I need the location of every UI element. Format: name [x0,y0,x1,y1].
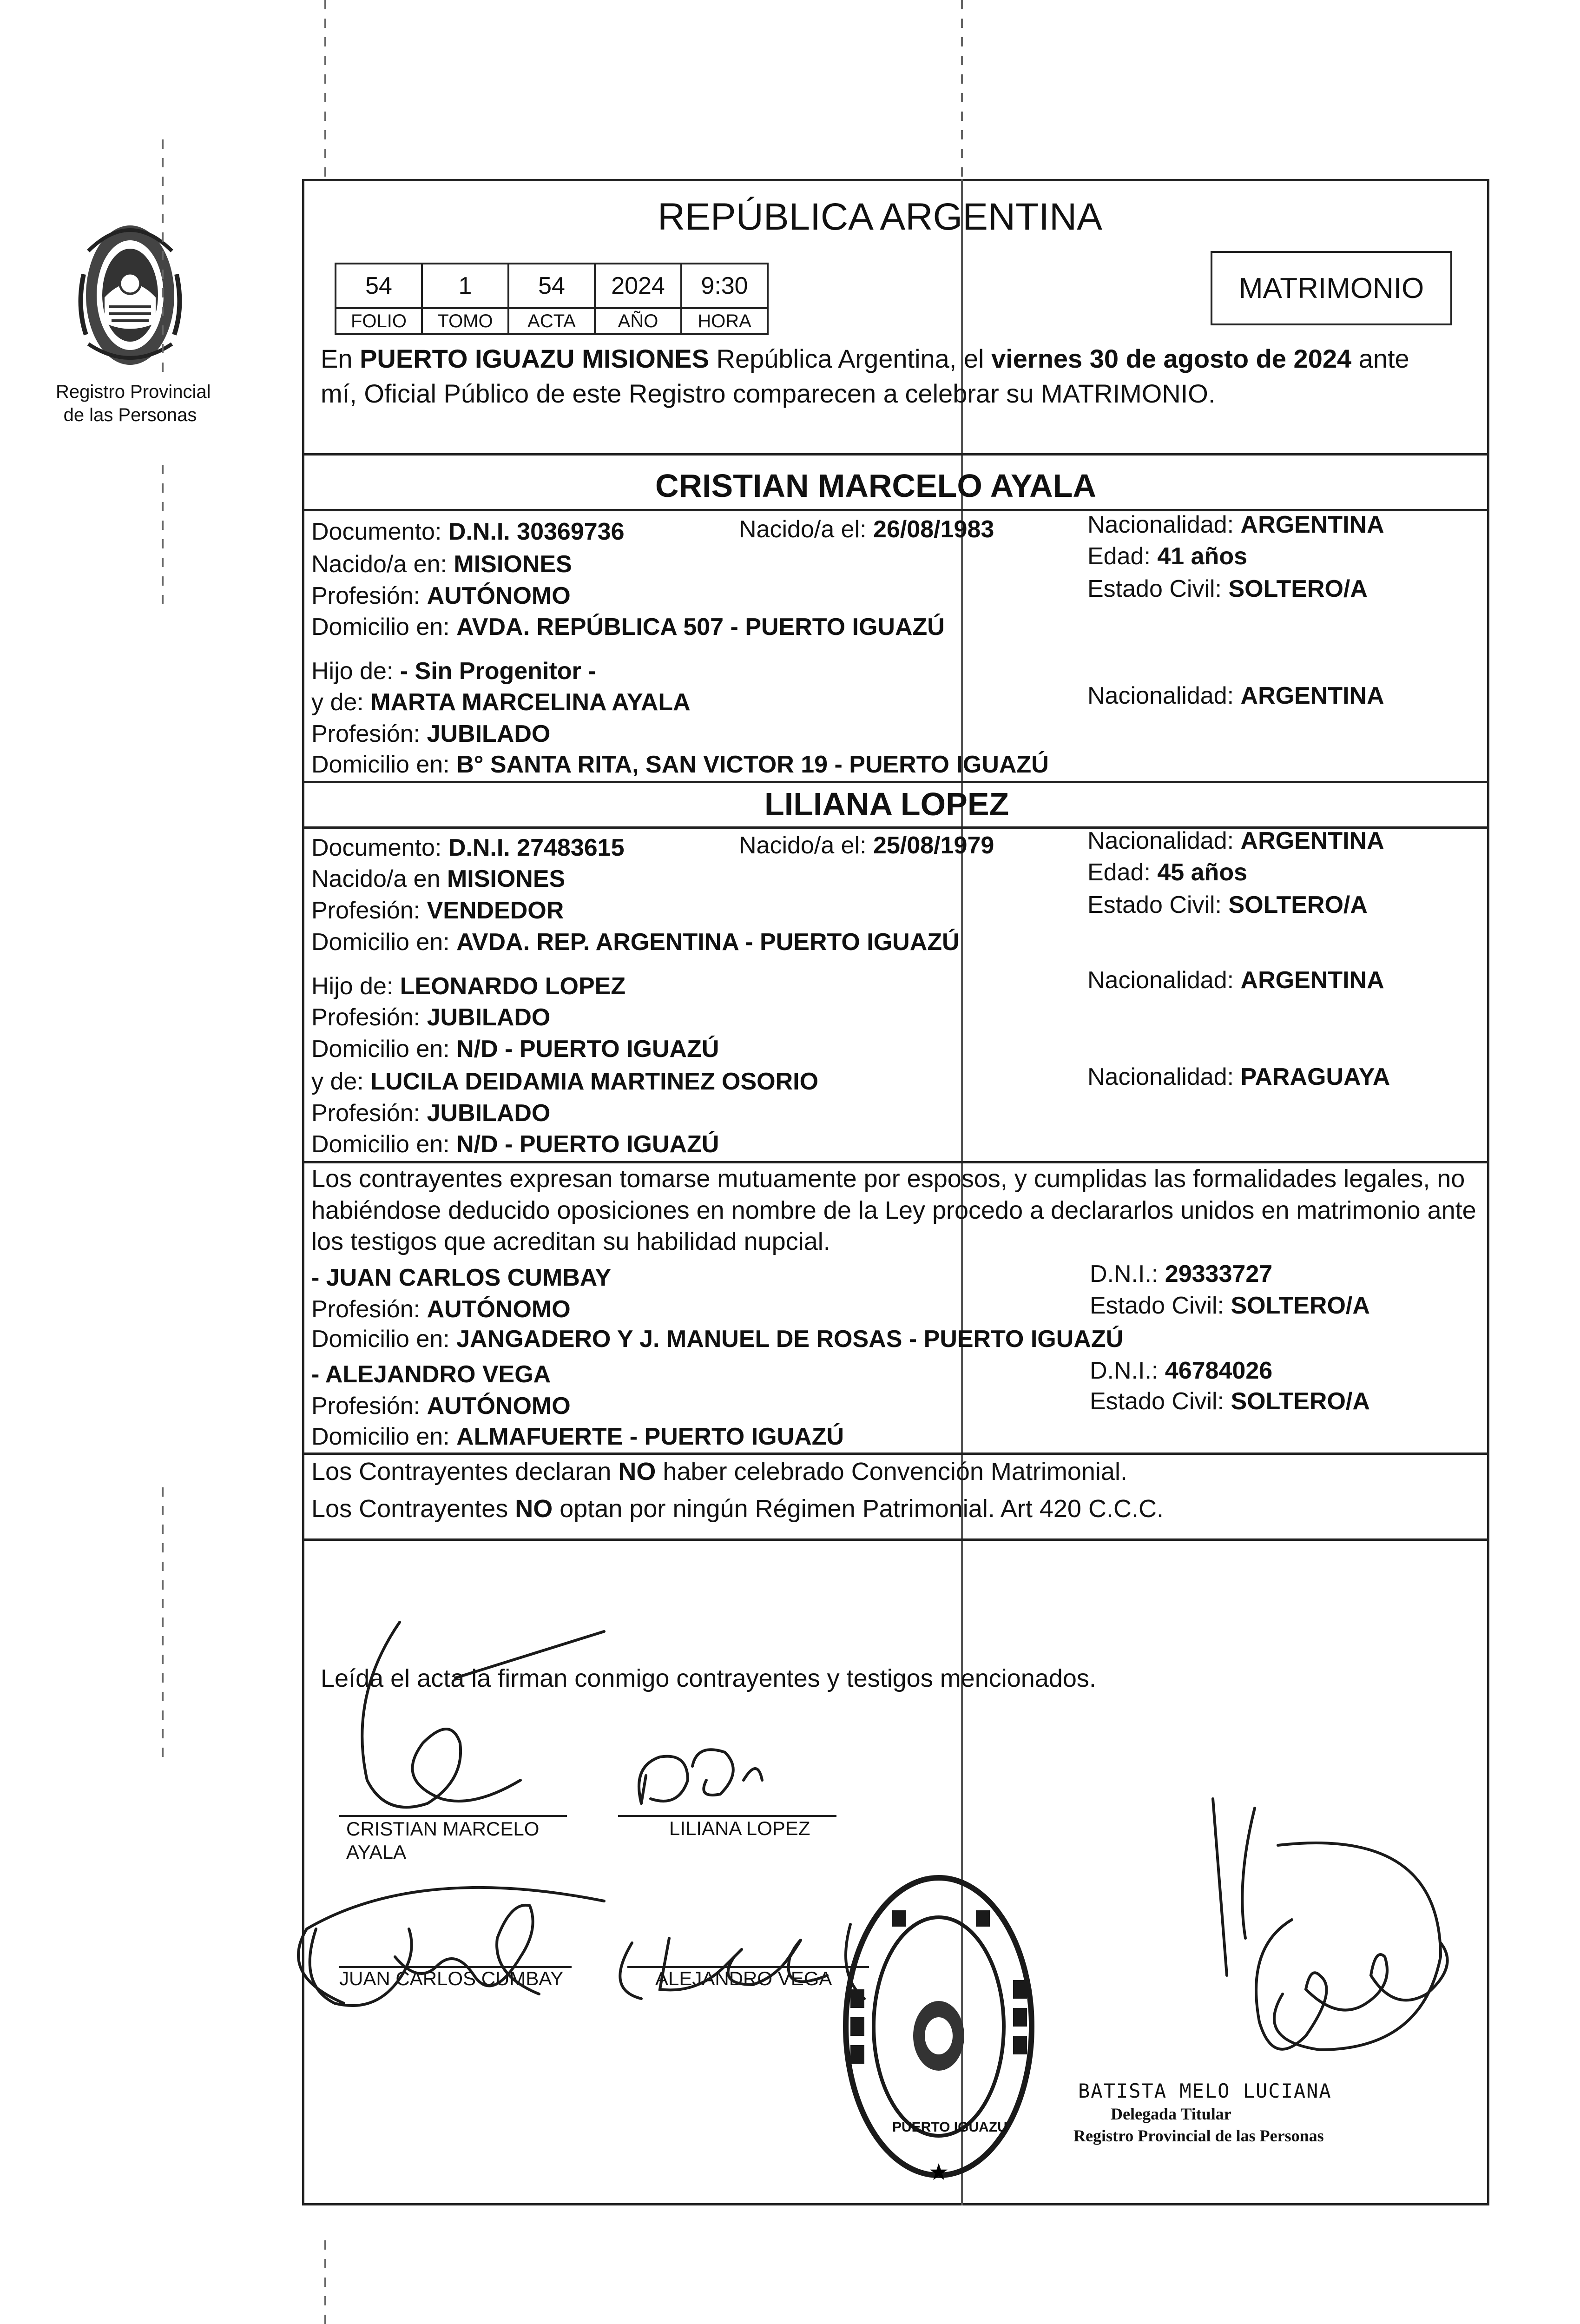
spouse2-name: LILIANA LOPEZ [764,786,1009,822]
spouse2-father: Hijo de: LEONARDO LOPEZ [311,973,626,1000]
spouse1-name: CRISTIAN MARCELO AYALA [655,468,1096,504]
svg-text:★: ★ [928,2159,949,2185]
witness2-civil-status: Estado Civil: SOLTERO/A [1090,1388,1370,1415]
divider [302,1452,1489,1455]
spouse2-mother-address: Domicilio en: N/D - PUERTO IGUAZÚ [311,1131,719,1158]
spouse2-father-nationality: Nacionalidad: ARGENTINA [1087,967,1384,994]
spouse1-document: Documento: D.N.I. 30369736 [311,518,625,545]
scan-mark [162,1487,164,1766]
scan-mark [324,2240,326,2324]
spouse1-nationality: Nacionalidad: ARGENTINA [1087,511,1384,538]
spouse2-birthdate: Nacido/a el: 25/08/1979 [739,832,994,859]
intro-line-2: mí, Oficial Público de este Registro comparecen a celebrar su MATRIMONIO. [321,379,1216,408]
scan-mark [324,0,326,177]
closing-statement: Leída el acta la firman conmigo contrayentes y testigos mencionados. [321,1664,1096,1692]
divider [302,453,1489,456]
registry-name-line1: Registro Provincial [56,382,211,402]
sidebar [56,214,211,437]
spouse1-civil-status: Estado Civil: SOLTERO/A [1087,575,1368,602]
signature-label-spouse2: LILIANA LOPEZ [669,1817,810,1839]
misiones-seal-icon [70,214,191,390]
tomo-caption: TOMO [421,307,509,335]
acta-caption: ACTA [507,307,596,335]
witness1-civil-status: Estado Civil: SOLTERO/A [1090,1292,1370,1319]
signature-label-witness2: ALEJANDRO VEGA [655,1967,832,1989]
spouse1-mother-address: Domicilio en: B° SANTA RITA, SAN VICTOR 19 - PUERTO IGUAZÚ [311,751,1049,778]
witness1-dni: D.N.I.: 29333727 [1090,1261,1273,1287]
spouse2-mother: y de: LUCILA DEIDAMIA MARTINEZ OSORIO [311,1068,819,1095]
tomo-value: 1 [421,263,509,309]
witness2-profession: Profesión: AUTÓNOMO [311,1393,571,1419]
spouse1-profession: Profesión: AUTÓNOMO [311,582,571,609]
spouse1-age: Edad: 41 años [1087,543,1247,570]
witness2-address: Domicilio en: ALMAFUERTE - PUERTO IGUAZÚ [311,1423,844,1450]
divider [302,1538,1489,1541]
convention-line-1: Los Contrayentes declaran NO haber celebrado Convención Matrimonial. [311,1458,1127,1486]
declaration-line-3: los testigos que acreditan su habilidad nupcial. [311,1228,830,1255]
registry-name-line2: de las Personas [63,405,197,425]
signature-label-spouse1: CRISTIAN MARCELO AYALA [346,1818,540,1863]
stamp-bottom-text: PUERTO IGUAZU [892,2119,1007,2135]
spouse2-age: Edad: 45 años [1087,859,1247,886]
scan-mark [162,139,164,372]
spouse2-mother-profession: Profesión: JUBILADO [311,1100,551,1127]
officer-organization: Registro Provincial de las Personas [1073,2126,1324,2145]
witness1-name: - JUAN CARLOS CUMBAY [311,1264,612,1291]
witness1-profession: Profesión: AUTÓNOMO [311,1296,571,1323]
spouse1-mother-profession: Profesión: JUBILADO [311,720,551,747]
spouse2-nationality: Nacionalidad: ARGENTINA [1087,827,1384,854]
spouse1-birthdate: Nacido/a el: 26/08/1983 [739,516,994,543]
spouse2-civil-status: Estado Civil: SOLTERO/A [1087,891,1368,918]
spouse1-mother-nationality: Nacionalidad: ARGENTINA [1087,682,1384,709]
spouse2-profession: Profesión: VENDEDOR [311,897,564,924]
ano-caption: AÑO [594,307,682,335]
spouse1-mother: y de: MARTA MARCELINA AYALA [311,689,691,716]
spouse2-address: Domicilio en: AVDA. REP. ARGENTINA - PUERTO IGUAZÚ [311,929,960,956]
divider [302,1161,1489,1163]
scan-mark [162,465,164,604]
country-title: REPÚBLICA ARGENTINA [658,196,1102,238]
official-stamp [836,1868,1041,2194]
scan-mark [961,0,963,177]
folio-caption: FOLIO [335,307,423,335]
witness2-name: - ALEJANDRO VEGA [311,1361,551,1388]
witness2-dni: D.N.I.: 46784026 [1090,1357,1273,1384]
acta-value: 54 [507,263,596,309]
hora-caption: HORA [680,307,769,335]
act-type-box: MATRIMONIO [1211,251,1452,325]
ano-value: 2024 [594,263,682,309]
declaration-line-2: habiéndose deducido oposiciones en nombre de la Ley procedo a declararlos unidos en matrimonio ante [311,1196,1476,1224]
divider [302,781,1489,783]
spouse2-mother-nationality: Nacionalidad: PARAGUAYA [1087,1063,1390,1090]
declaration-line-1: Los contrayentes expresan tomarse mutuamente por esposos, y cumplidas las formalidades legales, no [311,1165,1465,1193]
officer-name: BATISTA MELO LUCIANA [1078,2080,1332,2102]
officer-title: Delegada Titular [1111,2105,1231,2123]
spouse2-birthplace: Nacido/a en MISIONES [311,865,566,892]
spouse1-address: Domicilio en: AVDA. REPÚBLICA 507 - PUERTO IGUAZÚ [311,614,945,640]
spouse2-document: Documento: D.N.I. 27483615 [311,834,625,861]
spouse2-father-address: Domicilio en: N/D - PUERTO IGUAZÚ [311,1036,719,1063]
witness1-address: Domicilio en: JANGADERO Y J. MANUEL DE ROSAS - PUERTO IGUAZÚ [311,1326,1124,1353]
spouse2-father-profession: Profesión: JUBILADO [311,1004,551,1031]
signature-label-witness1: JUAN CARLOS CUMBAY [339,1967,564,1989]
convention-line-2: Los Contrayentes NO optan por ningún Régimen Patrimonial. Art 420 C.C.C. [311,1495,1164,1523]
intro-line-1: En PUERTO IGUAZU MISIONES República Argentina, el viernes 30 de agosto de 2024 ante [321,344,1409,373]
hora-value: 9:30 [680,263,769,309]
spouse1-father: Hijo de: - Sin Progenitor - [311,658,596,685]
registry-stamp-icon [836,1868,1041,2194]
spouse1-birthplace: Nacido/a en: MISIONES [311,551,572,578]
folio-value: 54 [335,263,423,309]
